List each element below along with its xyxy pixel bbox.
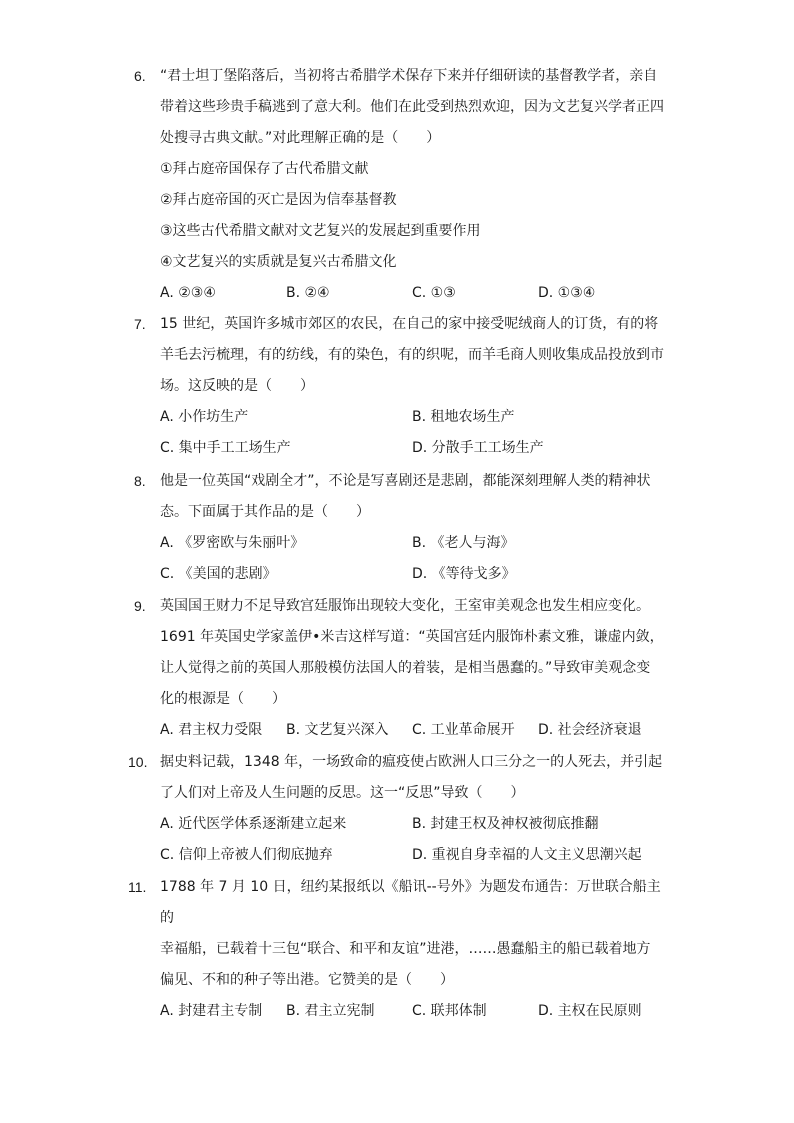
option-d: D. 分散手工工场生产 — [412, 440, 544, 456]
stem-line: 1691 年英国史学家盖伊•米吉这样写道：“英国宫廷内服饰朴素文雅，谦虚内敛， — [160, 629, 664, 645]
option-d: D. ①③④ — [538, 285, 596, 301]
stem-line: ①拜占庭帝国保存了古代希腊文献 — [160, 161, 369, 177]
question-11 — [128, 872, 664, 1027]
question-7 — [134, 309, 664, 464]
stem-line: 英国国王财力不足导致宫廷服饰出现较大变化，王室审美观念也发生相应变化。 — [160, 598, 650, 614]
question-8 — [134, 466, 664, 590]
option-b: B. 租地农场生产 — [412, 409, 515, 425]
option-a: A. 君主权力受限 — [160, 722, 263, 738]
question-6 — [134, 61, 664, 309]
stem-line: 偏见、不和的种子等出港。它赞美的是（ ） — [160, 972, 454, 988]
question-10 — [128, 747, 664, 871]
stem-line: ②拜占庭帝国的灭亡是因为信奉基督教 — [160, 192, 397, 208]
question-stem — [160, 309, 664, 402]
question-stem — [160, 61, 664, 278]
question-stem — [160, 591, 664, 715]
stem-line: 让人觉得之前的英国人那般模仿法国人的着装，是相当愚蠢的。”导致审美观念变 — [160, 660, 651, 676]
question-number: 10. — [128, 754, 148, 770]
stem-line: 了人们对上帝及人生问题的反思。这一“反思”导致（ ） — [160, 785, 525, 801]
stem-line: 场。这反映的是（ ） — [160, 378, 314, 394]
options — [160, 528, 664, 590]
option-c: C. 《美国的悲剧》 — [160, 566, 277, 582]
option-b: B. 封建王权及神权被彻底推翻 — [412, 816, 599, 832]
stem-line: 幸福船，已载着十三包“联合、和平和友谊”进港，……愚蠢船主的船已载着地方 — [160, 941, 651, 957]
question-number: 11. — [128, 879, 147, 895]
question-number: 7. — [134, 316, 146, 332]
stem-line: ③这些古代希腊文献对文艺复兴的发展起到重要作用 — [160, 223, 481, 239]
question-number: 9. — [134, 598, 146, 614]
option-d: D. 《等待戈多》 — [412, 566, 516, 582]
option-a: A. 近代医学体系逐渐建立起来 — [160, 816, 347, 832]
option-b: B. 君主立宪制 — [286, 1003, 375, 1019]
stem-line: 化的根源是（ ） — [160, 691, 286, 707]
stem-line: 据史料记载，1348 年，一场致命的瘟疫使占欧洲人口三分之一的人死去，并引起 — [160, 754, 663, 770]
option-b: B. 文艺复兴深入 — [286, 722, 389, 738]
question-stem — [160, 747, 664, 809]
stem-line: 他是一位英国“戏剧全才”，不论是写喜剧还是悲剧，都能深刻理解人类的精神状 — [160, 473, 651, 489]
option-a: A. 封建君主专制 — [160, 1003, 263, 1019]
option-d: D. 重视自身幸福的人文主义思潮兴起 — [412, 847, 642, 863]
question-number: 8. — [134, 473, 146, 489]
stem-line: 带着这些珍贵手稿逃到了意大利。他们在此受到热烈欢迎，因为文艺复兴学者正四 — [160, 99, 664, 115]
options — [160, 715, 664, 746]
options — [160, 809, 664, 871]
option-d: D. 社会经济衰退 — [538, 722, 642, 738]
option-c: C. 联邦体制 — [412, 1003, 487, 1019]
option-c: C. 工业革命展开 — [412, 722, 515, 738]
stem-line: 态。下面属于其作品的是（ ） — [160, 504, 370, 520]
option-c: C. ①③ — [412, 285, 456, 301]
options — [160, 996, 664, 1027]
option-a: A. 小作坊生产 — [160, 409, 249, 425]
stem-line: ④文艺复兴的实质就是复兴古希腊文化 — [160, 254, 397, 270]
stem-line: “君士坦丁堡陷落后，当初将古希腊学术保存下来并仔细研读的基督教学者，亲自 — [160, 68, 658, 84]
stem-line: 15 世纪，英国许多城市郊区的农民，在自己的家中接受呢绒商人的订货，有的将 — [160, 316, 659, 332]
question-9 — [134, 591, 664, 746]
option-a: A. 《罗密欧与朱丽叶》 — [160, 535, 305, 551]
question-number: 6. — [134, 68, 146, 84]
stem-line: 1788 年 7 月 10 日，纽约某报纸以《船讯--号外》为题发布通告：万世联合船主的 — [160, 879, 661, 926]
option-d: D. 主权在民原则 — [538, 1003, 642, 1019]
option-c: C. 集中手工工场生产 — [160, 440, 291, 456]
stem-line: 处搜寻古典文献。”对此理解正确的是（ ） — [160, 130, 441, 146]
options — [160, 402, 664, 464]
option-a: A. ②③④ — [160, 285, 216, 301]
option-c: C. 信仰上帝被人们彻底抛弃 — [160, 847, 333, 863]
question-stem — [160, 872, 664, 996]
stem-line: 羊毛去污梳理，有的纺线，有的染色，有的织呢，而羊毛商人则收集成品投放到市 — [160, 347, 664, 363]
option-b: B. 《老人与海》 — [412, 535, 515, 551]
question-stem — [160, 466, 664, 528]
option-b: B. ②④ — [286, 285, 330, 301]
options — [160, 278, 664, 309]
